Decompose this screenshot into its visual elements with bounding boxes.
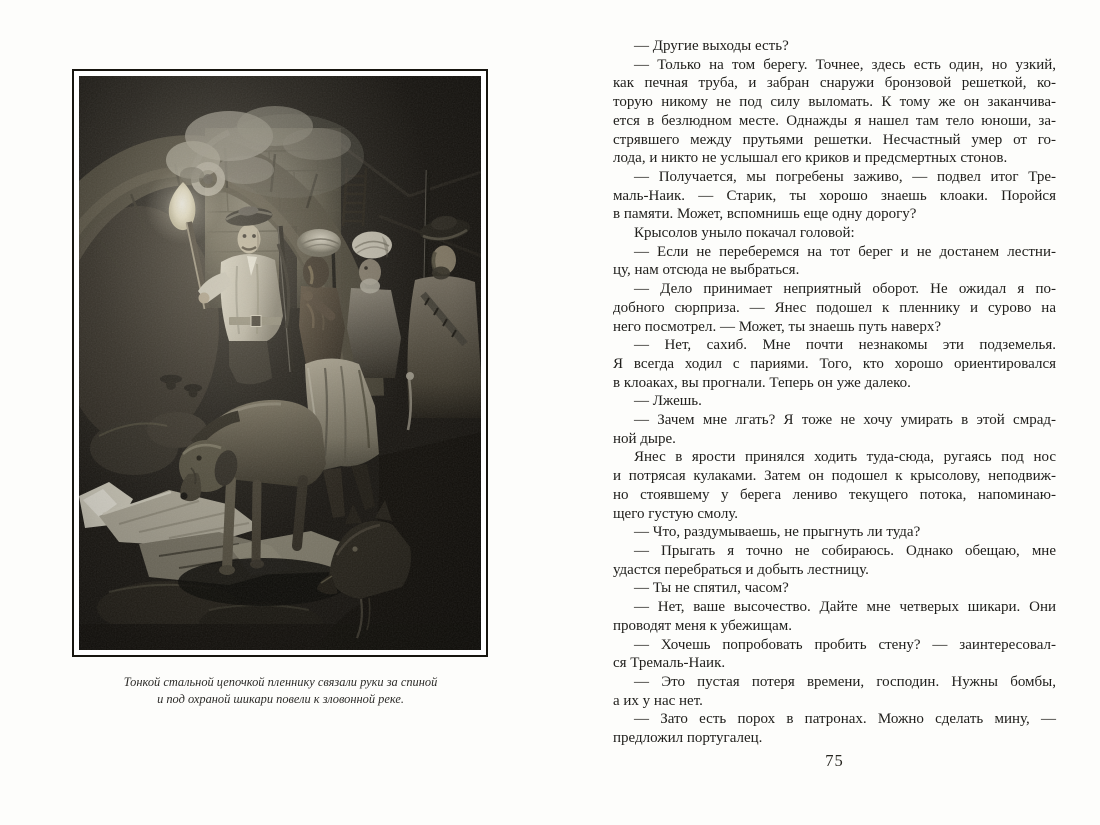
text-line: маль-Наик. — Старик, ты хорошо знаешь клоаки. Поройся xyxy=(613,187,1056,204)
text-line: — Нет, сахиб. Мне почти незнакомы эти подземелья. xyxy=(634,337,1056,354)
text-line: — Получается, мы погребены заживо, — подвел итог Тре- xyxy=(634,168,1056,185)
text-line: — Другие выходы есть? xyxy=(634,38,789,54)
text-line: ется в безлюдном месте. Однажды я нашел там тело юноши, за- xyxy=(613,112,1056,129)
caption-line-1: Тонкой стальной цепочкой пленнику связали руки за спиной xyxy=(123,675,438,689)
illustration-plate xyxy=(72,69,488,657)
text-line: — Ты не спятил, часом? xyxy=(634,580,789,597)
film-grain xyxy=(79,76,481,650)
text-line: него посмотрел. — Может, ты знаешь путь наверх? xyxy=(613,318,942,335)
text-line: — Это пустая потеря времени, господин. Нужны бомбы, xyxy=(634,673,1056,690)
body-text-column xyxy=(613,37,1056,748)
text-line: стрявшего между прутьями решетки. Несчастный умер от го- xyxy=(613,131,1056,148)
text-line: — Лжешь. xyxy=(634,393,702,410)
text-line: и потрясая кулаками. Затем он подошел к крысолову, неподвиж- xyxy=(613,468,1056,485)
text-line: в клоаках, вы прогнали. Теперь он уже далеко. xyxy=(613,374,911,391)
text-line: — Нет, ваше высочество. Дайте мне четверых шикари. Они xyxy=(634,599,1056,616)
text-line: в памяти. Может, вспомнишь еще одну дорогу? xyxy=(613,206,917,223)
text-line: лода, и никто не услышал его криков и предсмертных стонов. xyxy=(613,150,1008,167)
text-line: цу, нам отсюда не выбраться. xyxy=(613,262,800,279)
text-line: предложил португалец. xyxy=(613,730,763,747)
text-line: Я всегда ходил с париями. Того, кто хорошо ориентировался xyxy=(613,355,1056,372)
text-line: проводят меня к убежищам. xyxy=(613,617,793,634)
text-line: — Хочешь попробовать пробить стену? — заинтересовал- xyxy=(634,636,1056,653)
text-line: — Если не переберемся на тот берег и не достанем лестни- xyxy=(634,243,1056,260)
text-line: торую никому не под силу выломать. К тому же он заканчива- xyxy=(613,94,1056,111)
text-line: — Зато есть порох в патронах. Можно сделать мину, — xyxy=(634,711,1056,728)
text-line: — Что, раздумываешь, не прыгнуть ли туда? xyxy=(634,524,921,541)
text-line: — Дело принимает неприятный оборот. Не ожидал я по- xyxy=(634,281,1056,298)
caption-line-2: и под охраной шикари повели к зловонной реке. xyxy=(157,692,404,706)
page-number: 75 xyxy=(825,751,844,770)
text-line: Крысолов уныло покачал головой: xyxy=(634,225,855,242)
text-line: удастся перебраться и добыть лестницу. xyxy=(613,561,869,578)
text-line: Янес в ярости принялся ходить туда-сюда, ругаясь под нос xyxy=(634,449,1056,466)
text-line: — Прыгать я точно не собираюсь. Однако обещаю, мне xyxy=(634,542,1056,559)
text-line: но стоявшему у берега лениво текущего потока, напоминаю- xyxy=(613,486,1056,503)
illustration-caption xyxy=(62,674,499,708)
text-line: ся Тремаль-Наик. xyxy=(613,655,726,672)
illustration-scene xyxy=(79,76,481,650)
text-line: щего густую смолу. xyxy=(613,505,739,522)
text-line: ной дыре. xyxy=(613,430,676,447)
text-line: добного сюрприза. — Янес подошел к пленнику и сурово на xyxy=(613,299,1056,316)
text-line: как печная труба, и забран снаружи бронзовой решеткой, ко- xyxy=(613,75,1056,92)
text-line: — Только на том берегу. Точнее, здесь есть один, но узкий, xyxy=(634,56,1056,73)
text-line: — Зачем мне лгать? Я тоже не хочу умирать в этой смрад- xyxy=(634,412,1056,429)
text-line: а их у нас нет. xyxy=(613,692,703,709)
